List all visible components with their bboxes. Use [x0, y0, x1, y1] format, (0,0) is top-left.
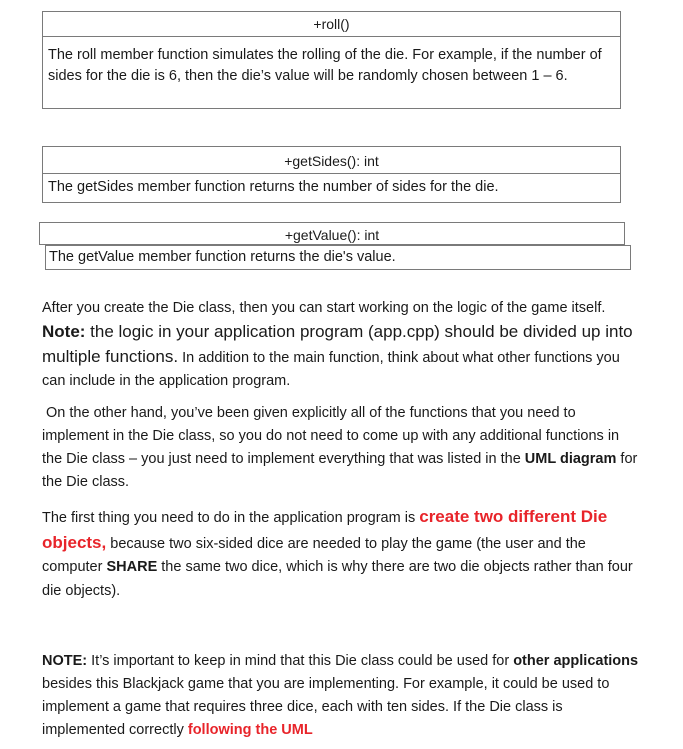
uml-signature-getvalue: +getValue(): int — [284, 227, 380, 243]
p2-start: On the other hand, you’ve been given explicitly all of the functions that you need to implement in the Die class, so you do not need to come up with any additional functions in the Die class – you just need to implement everything that was listed in the — [42, 405, 620, 467]
uml-signature-getsides: +getSides(): int — [43, 147, 620, 174]
uml-description-getsides: The getSides member function returns the number of sides for the die. — [48, 179, 499, 195]
uml-box-getsides — [42, 146, 621, 203]
uml-box-roll — [42, 11, 621, 109]
uml-box-getvalue — [39, 222, 625, 245]
p4-label: NOTE: — [42, 653, 88, 669]
paragraph-create-objects — [42, 505, 642, 603]
p2-end: for the Die class. — [42, 451, 638, 490]
p1-end: In addition to the main function, think about what other functions you can include in the application program. — [42, 350, 620, 389]
p1-note-label: Note: — [42, 322, 86, 341]
p1-start: After you create the Die class, then you can start working on the logic of the game itself. — [42, 300, 606, 316]
uml-description-getvalue: The getValue member function returns the die's value. — [49, 249, 396, 265]
uml-description-roll: The roll member function simulates the rolling of the die. For example, if the number of sides for the die is 6, then the die’s value will be randomly chosen between 1 – 6. — [48, 47, 602, 84]
uml-box-getvalue-description — [45, 245, 631, 270]
p3-start: The first thing you need to do in the application program is — [42, 510, 420, 526]
p4-bold: other applications — [513, 653, 639, 669]
paragraph-logic — [42, 297, 642, 393]
p3-mid: because two six-sided dice are needed to play the game (the user and the computer — [42, 535, 586, 575]
uml-signature-roll: +roll() — [43, 12, 620, 37]
p4-start: It’s important to keep in mind that this Die class could be used for — [87, 653, 514, 669]
p1-note-text: the logic in your application program (app.cpp) should be divided up into multiple functions. — [42, 322, 633, 366]
p4-end: besides this Blackjack game that you are implementing. For example, it could be used to implement a game that requires three dice, each with ten sides. If the Die class is implemented correctly — [42, 676, 610, 738]
p3-bold: SHARE — [106, 559, 158, 575]
p3-end: the same two dice, which is why there are two die objects rather than four die objects). — [42, 559, 633, 599]
paragraph-note — [42, 650, 642, 742]
p2-bold: UML diagram — [524, 451, 617, 467]
paragraph-die-functions — [42, 402, 642, 494]
p4-red: following the UML — [187, 722, 313, 738]
p3-red: create two different Die objects, — [42, 507, 608, 552]
